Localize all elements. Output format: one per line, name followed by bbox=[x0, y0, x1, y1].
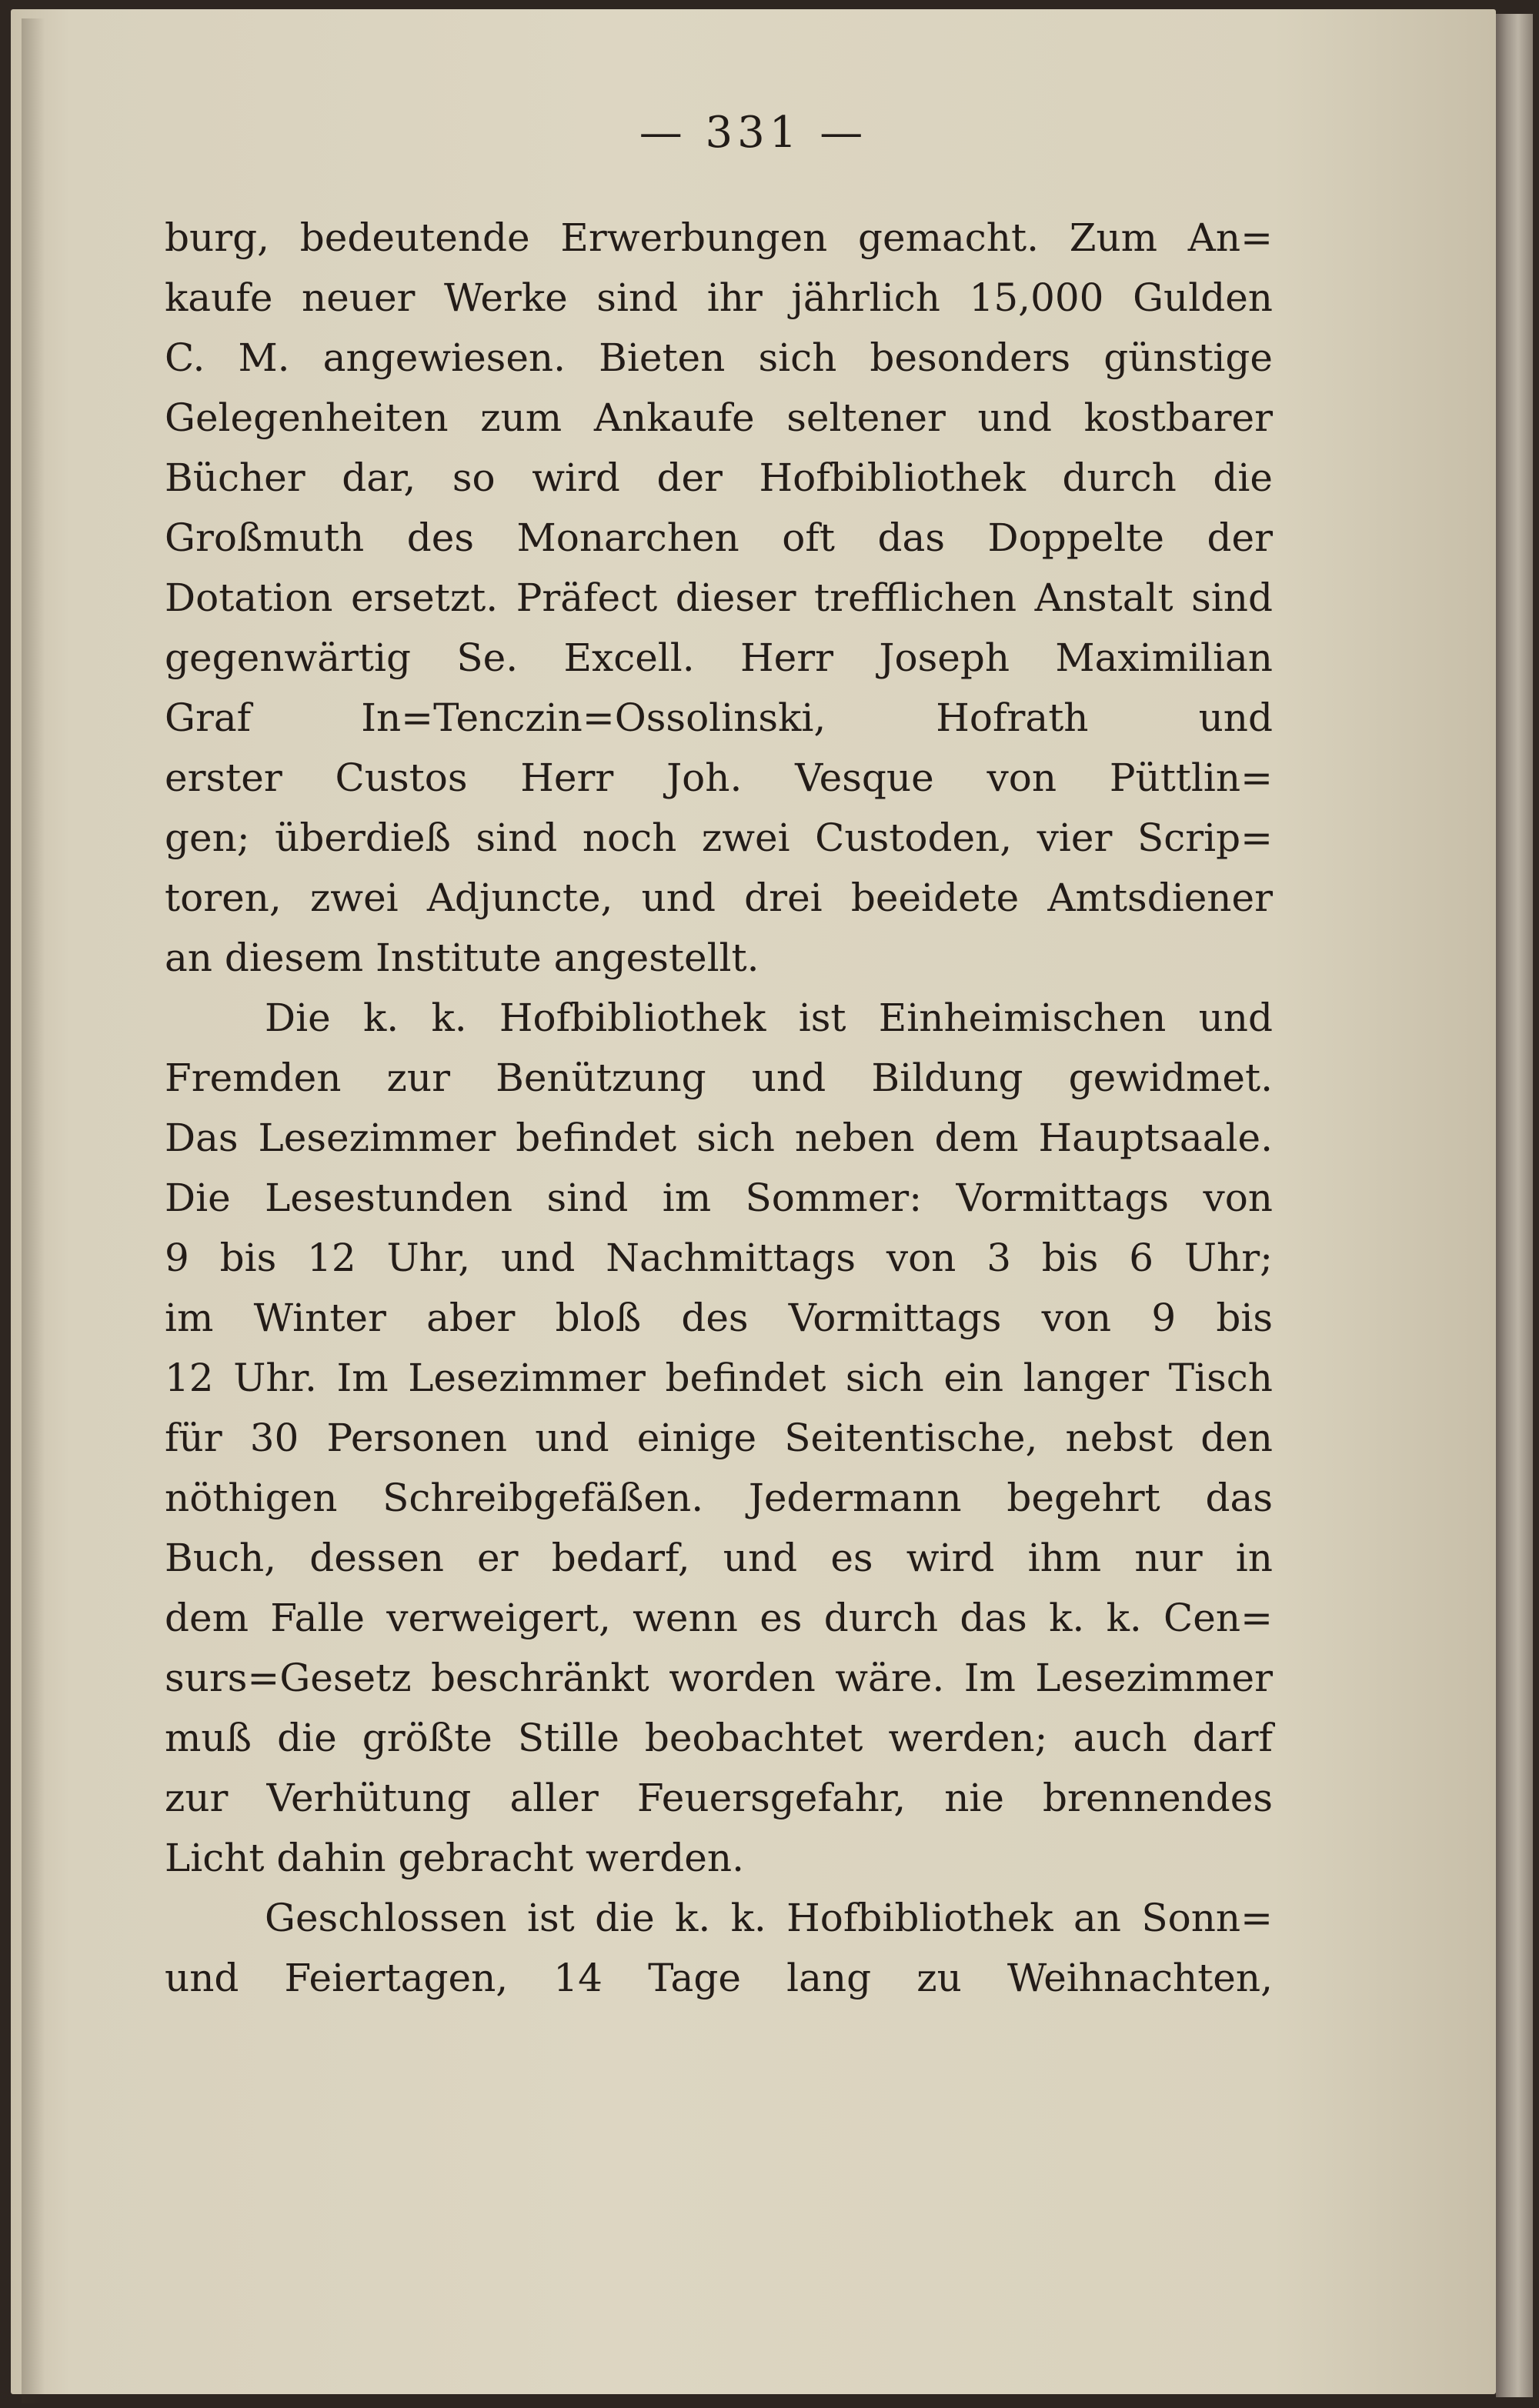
text-line: Die Lesestunden sind im Sommer: Vormittags von bbox=[165, 1176, 1273, 1220]
text-line: gegenwärtig Se. Excell. Herr Joseph Maximilian bbox=[165, 635, 1273, 680]
paragraph-first-line: Die k. k. Hofbibliothek ist Einheimischen und bbox=[265, 996, 1273, 1040]
text-line: Großmuth des Monarchen oft das Doppelte der bbox=[165, 515, 1273, 560]
book-page bbox=[11, 9, 1496, 2394]
text-line: muß die größte Stille beobachtet werden; auch darf bbox=[165, 1716, 1273, 1760]
text-line: zur Verhütung aller Feuersgefahr, nie brennendes bbox=[165, 1776, 1273, 1820]
text-line: erster Custos Herr Joh. Vesque von Püttlin= bbox=[165, 755, 1273, 800]
body-text bbox=[165, 208, 1273, 2008]
paragraph-first-line: Geschlossen ist die k. k. Hofbibliothek an Sonn= bbox=[265, 1896, 1273, 1940]
text-line: kaufe neuer Werke sind ihr jährlich 15,000 Gulden bbox=[165, 275, 1273, 320]
text-line: Gelegenheiten zum Ankaufe seltener und kostbarer bbox=[165, 395, 1273, 440]
text-line: 12 Uhr. Im Lesezimmer befindet sich ein langer Tisch bbox=[165, 1356, 1273, 1400]
page-stack-edge bbox=[1496, 14, 1533, 2397]
text-line: dem Falle verweigert, wenn es durch das k. k. Cen= bbox=[165, 1596, 1273, 1640]
text-line: C. M. angewiesen. Bieten sich besonders günstige bbox=[165, 335, 1273, 380]
text-line: für 30 Personen und einige Seitentische, nebst den bbox=[165, 1416, 1273, 1460]
text-line: Bücher dar, so wird der Hofbibliothek durch die bbox=[165, 455, 1273, 500]
text-line: Buch, dessen er bedarf, und es wird ihm nur in bbox=[165, 1536, 1273, 1580]
text-line: im Winter aber bloß des Vormittags von 9 bis bbox=[165, 1296, 1273, 1340]
text-line: Dotation ersetzt. Präfect dieser trefflichen Anstalt sind bbox=[165, 575, 1273, 620]
page-number-header: — 331 — bbox=[639, 108, 868, 158]
text-line: Fremden zur Benützung und Bildung gewidmet. bbox=[165, 1056, 1273, 1100]
text-line: surs=Gesetz beschränkt worden wäre. Im Lesezimmer bbox=[165, 1656, 1273, 1700]
text-line: Graf In=Tenczin=Ossolinski, Hofrath und bbox=[165, 695, 1273, 740]
text-line: 9 bis 12 Uhr, und Nachmittags von 3 bis 6 Uhr; bbox=[165, 1236, 1273, 1280]
text-line: Licht dahin gebracht werden. bbox=[165, 1836, 744, 1880]
text-line: an diesem Institute angestellt. bbox=[165, 936, 759, 980]
text-line: toren, zwei Adjuncte, und drei beeidete Amtsdiener bbox=[165, 875, 1273, 920]
gutter-shadow bbox=[22, 18, 45, 2403]
text-line: burg, bedeutende Erwerbungen gemacht. Zum An= bbox=[165, 215, 1273, 260]
text-line: Das Lesezimmer befindet sich neben dem Hauptsaale. bbox=[165, 1116, 1273, 1160]
text-line: nöthigen Schreibgefäßen. Jedermann begehrt das bbox=[165, 1476, 1273, 1520]
text-line: und Feiertagen, 14 Tage lang zu Weihnachten, bbox=[165, 1956, 1273, 2000]
text-line: gen; überdieß sind noch zwei Custoden, vier Scrip= bbox=[165, 815, 1273, 860]
